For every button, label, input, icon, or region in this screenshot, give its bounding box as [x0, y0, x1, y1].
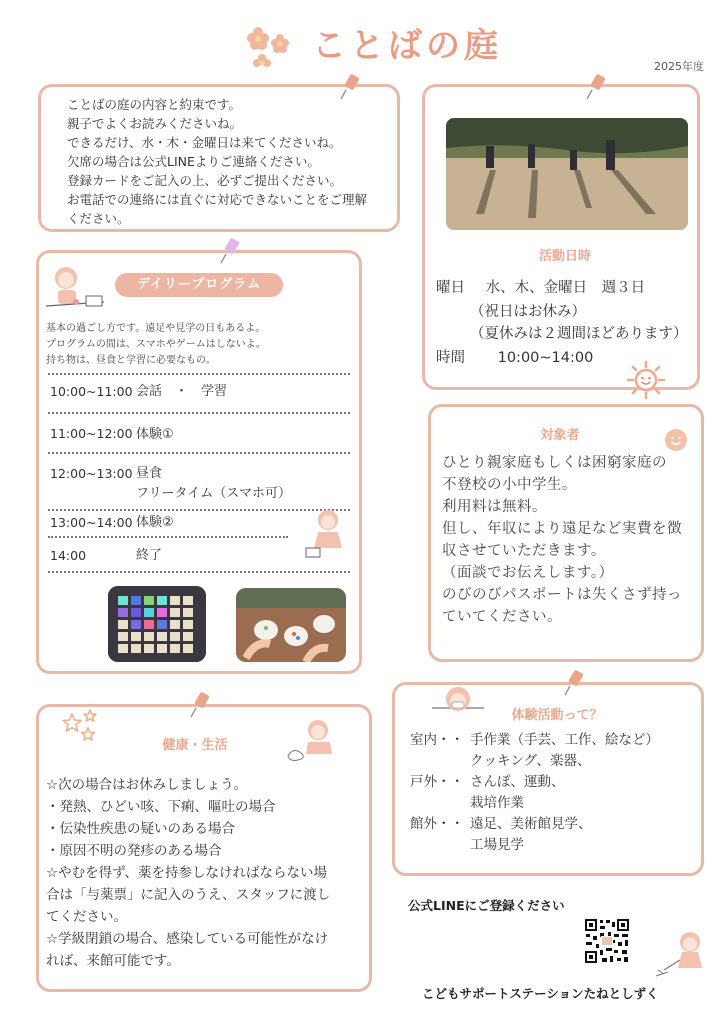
- playground-photo: [446, 118, 688, 230]
- smile-icon: [664, 428, 688, 452]
- line-registration-prompt: 公式LINEにご登録ください: [408, 898, 565, 913]
- schedule-activity: 会話 ・ 学習: [136, 384, 228, 399]
- day-value: 水、木、金曜日 週３日: [485, 280, 646, 296]
- activity-days-title: 活動日時: [538, 249, 591, 264]
- experience-row: [410, 730, 659, 751]
- intro-line: 親子でよくお読みくださいね。: [67, 116, 243, 131]
- experience-label: 戸外・・: [410, 774, 464, 790]
- organization-name: こどもサポートステーションたねとしずく: [422, 986, 659, 1001]
- child-face-illustration: [432, 684, 484, 718]
- child-crawling-illustration: [284, 716, 344, 762]
- pushpin-icon: [188, 690, 214, 718]
- schedule-activity: 昼食: [136, 466, 163, 481]
- day-label: 曜日: [436, 280, 465, 296]
- daily-program-title: デイリープログラム: [115, 273, 283, 297]
- logo-flowers: [244, 22, 294, 70]
- daily-note-line: 基本の過ごし方です。遠足や見学の日もあるよ。: [46, 323, 266, 334]
- experience-row: [410, 835, 659, 856]
- time-label: 時間: [436, 350, 465, 366]
- qr-code[interactable]: [584, 918, 630, 964]
- experience-row: [410, 793, 659, 814]
- experience-title: 体験活動って？: [511, 708, 603, 723]
- experience-label: 室内・・: [410, 732, 464, 748]
- experience-label: 館外・・: [410, 816, 464, 832]
- schedule-time: 12:00~13:00: [50, 466, 133, 481]
- sun-icon: [626, 360, 666, 400]
- page-title: ことばの庭: [312, 26, 502, 66]
- pushpin-icon: [338, 72, 364, 100]
- divider: [48, 373, 350, 375]
- schedule-time: 14:00: [50, 548, 87, 563]
- daily-note-line: プログラムの間は、スマホやゲームはしないよ。: [46, 339, 266, 350]
- health-line: れば、来館可能です。: [46, 953, 180, 969]
- target-line: 収させていただきます。: [442, 543, 606, 559]
- divider: [48, 452, 350, 454]
- divider: [48, 412, 350, 414]
- activity-days-row: [436, 276, 645, 297]
- schedule-activity: 体験①: [136, 427, 174, 442]
- divider: [48, 536, 288, 538]
- schedule-time: 13:00~14:00: [50, 515, 133, 530]
- target-text: [442, 452, 682, 628]
- fiscal-year: 2025年度: [654, 60, 704, 73]
- time-row: [436, 346, 593, 367]
- divider: [48, 571, 350, 573]
- schedule-activity: 終了: [136, 548, 163, 563]
- daily-note-line: 持ち物は、昼食と学習に必要なもの。: [46, 355, 216, 366]
- pushpin-icon: [218, 236, 244, 264]
- health-line: ☆次の場合はお休みしましょう。: [46, 777, 248, 793]
- health-text: [46, 774, 330, 972]
- craft-hands-photo: [236, 588, 346, 662]
- experience-text: 手作業（手芸、工作、絵など）: [470, 732, 659, 748]
- holiday-note: （祝日はお休み）: [470, 304, 586, 320]
- experience-text: 遠足、美術館見学、: [470, 816, 592, 832]
- health-line: ☆学級閉鎖の場合、感染している可能性がなけ: [46, 931, 329, 947]
- health-line: ☆やむを得ず、薬を持参しなければならない場: [46, 865, 328, 881]
- target-line: 利用料は無料。: [442, 499, 547, 515]
- pushpin-icon: [562, 668, 588, 696]
- health-line: 合は「与薬票」に記入のうえ、スタッフに渡し: [46, 887, 331, 903]
- experience-text: さんぽ、運動、: [470, 774, 565, 790]
- child-writing-illustration: [42, 262, 112, 318]
- health-line: ・発熱、ひどい咳、下痢、嘔吐の場合: [46, 799, 276, 815]
- health-line: ・伝染性疾患の疑いのある場合: [46, 821, 235, 837]
- summer-note: （夏休みは２週間ほどあります）: [470, 326, 688, 342]
- schedule-activity: 体験②: [136, 515, 174, 530]
- pushpin-icon: [584, 72, 610, 100]
- intro-line: ください。: [67, 211, 130, 226]
- experience-text: クッキング、楽器、: [470, 753, 591, 769]
- daily-notes: [46, 321, 266, 369]
- experience-text: 栽培作業: [470, 795, 524, 811]
- intro-line: できるだけ、水・木・金曜日は来てくださいね。: [67, 135, 342, 150]
- intro-line: お電話での連絡には直ぐに対応できないことをご理解: [67, 192, 368, 207]
- experience-row: [410, 772, 659, 793]
- target-line: 不登校の小中学生。: [442, 477, 577, 493]
- intro-box: [38, 84, 400, 232]
- child-sitting-illustration: [304, 508, 350, 560]
- experience-text: 工場見学: [470, 837, 524, 853]
- intro-line: ことばの庭の内容と約束です。: [67, 97, 242, 112]
- target-line: 但し、年収により遠足など実費を徴: [442, 521, 682, 537]
- health-line: てください。: [46, 909, 127, 925]
- target-line: ひとり親家庭もしくは困窮家庭の: [442, 455, 667, 471]
- schedule-time: 10:00~11:00: [50, 384, 133, 399]
- stars-icon: [60, 708, 102, 744]
- target-line: （面談でお伝えします。）: [442, 565, 614, 581]
- experience-row: [410, 814, 659, 835]
- experience-row: [410, 751, 659, 772]
- health-line: ・原因不明の発疹のある場合: [46, 843, 222, 859]
- health-title: 健康・生活: [162, 738, 228, 753]
- launchpad-photo: [108, 586, 206, 662]
- intro-line: 欠席の場合は公式LINEよりご連絡ください。: [67, 154, 320, 169]
- target-line: のびのびパスポートは失くさず持っ: [442, 587, 682, 603]
- experience-list: [410, 730, 659, 856]
- target-line: ていてください。: [442, 609, 562, 625]
- time-value: 10:00~14:00: [497, 350, 594, 366]
- schedule-activity: フリータイム（スマホ可）: [136, 486, 291, 501]
- schedule-time: 11:00~12:00: [50, 426, 133, 441]
- intro-line: 登録カードをご記入の上、必ずご提出ください。: [67, 173, 343, 188]
- target-title: 対象者: [540, 428, 580, 443]
- child-walking-illustration: [654, 930, 710, 980]
